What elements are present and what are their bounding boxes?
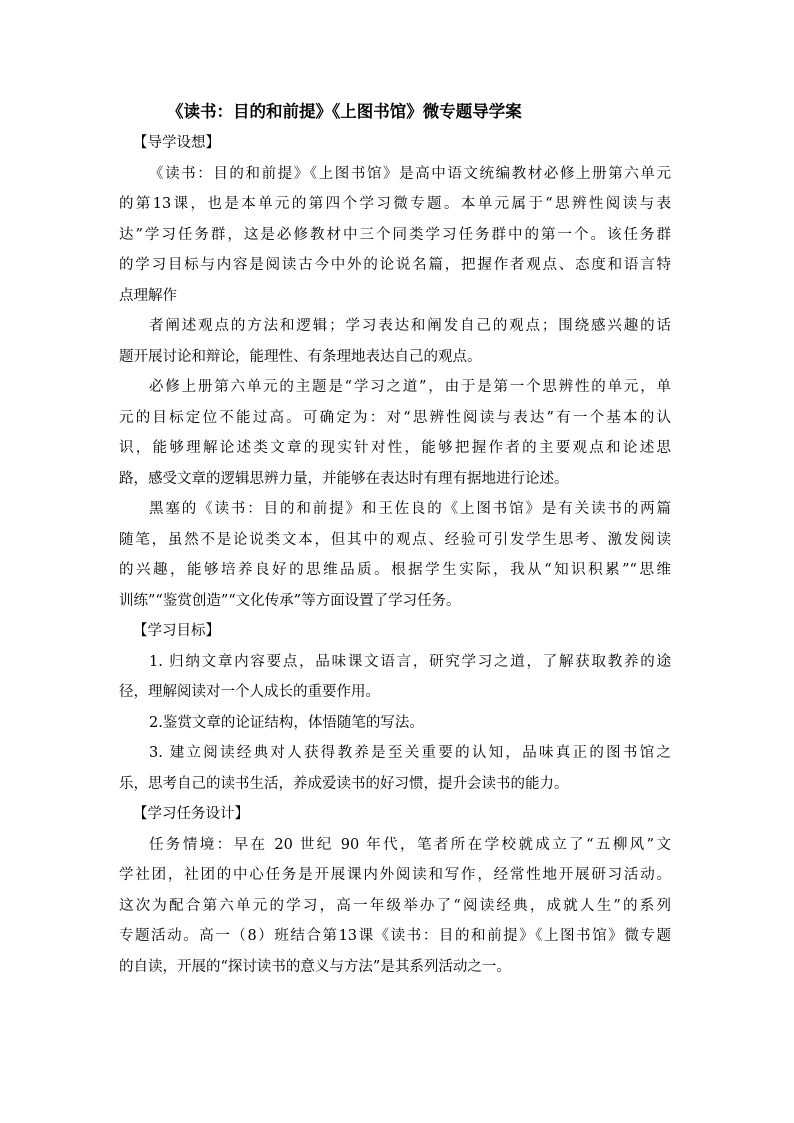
text-line: 路，感受文章的逻辑思辨力量，并能够在表达时有理有据地进行论述。	[119, 470, 569, 487]
goal-item-1	[119, 647, 671, 708]
text-line: 1. 归纳文章内容要点，品味课文语言，研究学习之道，了解获取教养的途	[149, 653, 671, 670]
section-heading-goals: 【学习目标】	[133, 623, 220, 639]
text-line: 《读书：目的和前提》《上图书馆》是高中语文统编教材必修上册第六单元	[149, 165, 671, 182]
document-page	[119, 100, 671, 982]
text-line: 达”学习任务群，这是必修教材中三个同类学习任务群中的第一个。该任务群	[119, 226, 671, 243]
text-line: 元的目标定位不能过高。可确定为：对“思辨性阅读与表达”有一个基本的认	[119, 409, 671, 426]
text-line: 学社团，社团的中心任务是开展课内外阅读和写作，经常性地开展研习活动。	[119, 867, 671, 883]
text-line: 径，理解阅读对一个人成长的重要作用。	[119, 684, 380, 700]
text-line: 专题活动。高一（8）班结合第13课《读书：目的和前提》《上图书馆》微专题	[119, 928, 671, 944]
section-heading-task: 【学习任务设计】	[133, 806, 249, 822]
text-line: 黑塞的《读书：目的和前提》和王佐良的《上图书馆》是有关读书的两篇	[149, 501, 671, 517]
section-heading-design: 【导学设想】	[133, 135, 220, 151]
paragraph-task-1	[119, 830, 671, 983]
text-line: 任务情境：早在 20 世纪 90 年代，笔者所在学校就成立了“五柳风”文	[149, 836, 671, 853]
text-line: 必修上册第六单元的主题是“学习之道”，由于是第一个思辨性的单元，单	[149, 379, 671, 395]
text-line: 2.鉴赏文章的论证结构，体悟随笔的写法。	[149, 714, 424, 731]
text-line: 乐，思考自己的读书生活，养成爱读书的好习惯，提升会读书的能力。	[119, 775, 569, 792]
paragraph-design-2	[119, 311, 671, 372]
text-line: 的自读，开展的“探讨读书的意义与方法”是其系列活动之一。	[119, 958, 511, 975]
paragraph-design-4	[119, 494, 671, 616]
document-title: 《读书：目的和前提》《上图书馆》微专题导学案	[167, 102, 522, 121]
text-line: 识，能够理解论述类文章的现实针对性，能够把握作者的主要观点和论述思	[119, 440, 671, 456]
text-line: 随笔，虽然不是论说类文本，但其中的观点、经验可引发学生思考、激发阅读	[119, 531, 671, 548]
goal-item-3	[119, 738, 671, 799]
text-line: 的第13课，也是本单元的第四个学习微专题。本单元属于“思辨性阅读与表	[119, 196, 671, 212]
text-line: 的兴趣，能够培养良好的思维品质。根据学生实际，我从“知识积累”“思维	[119, 562, 671, 578]
goal-item-2	[119, 708, 671, 739]
text-line: 的学习目标与内容是阅读古今中外的论说名篇，把握作者观点、态度和语言特	[119, 257, 671, 273]
paragraph-design-1	[119, 159, 671, 312]
text-line: 训练”“鉴赏创造”“文化传承”等方面设置了学习任务。	[119, 592, 461, 609]
text-line: 者阐述观点的方法和逻辑；学习表达和阐发自己的观点；围绕感兴趣的话	[149, 318, 671, 334]
text-line: 这次为配合第六单元的学习，高一年级举办了“阅读经典，成就人生”的系列	[119, 897, 671, 914]
text-line: 3. 建立阅读经典对人获得教养是至关重要的认知，品味真正的图书馆之	[149, 745, 671, 761]
paragraph-design-3	[119, 372, 671, 494]
text-line: 点理解作	[119, 287, 177, 304]
text-line: 题开展讨论和辩论，能理性、有条理地表达自己的观点。	[119, 348, 482, 365]
